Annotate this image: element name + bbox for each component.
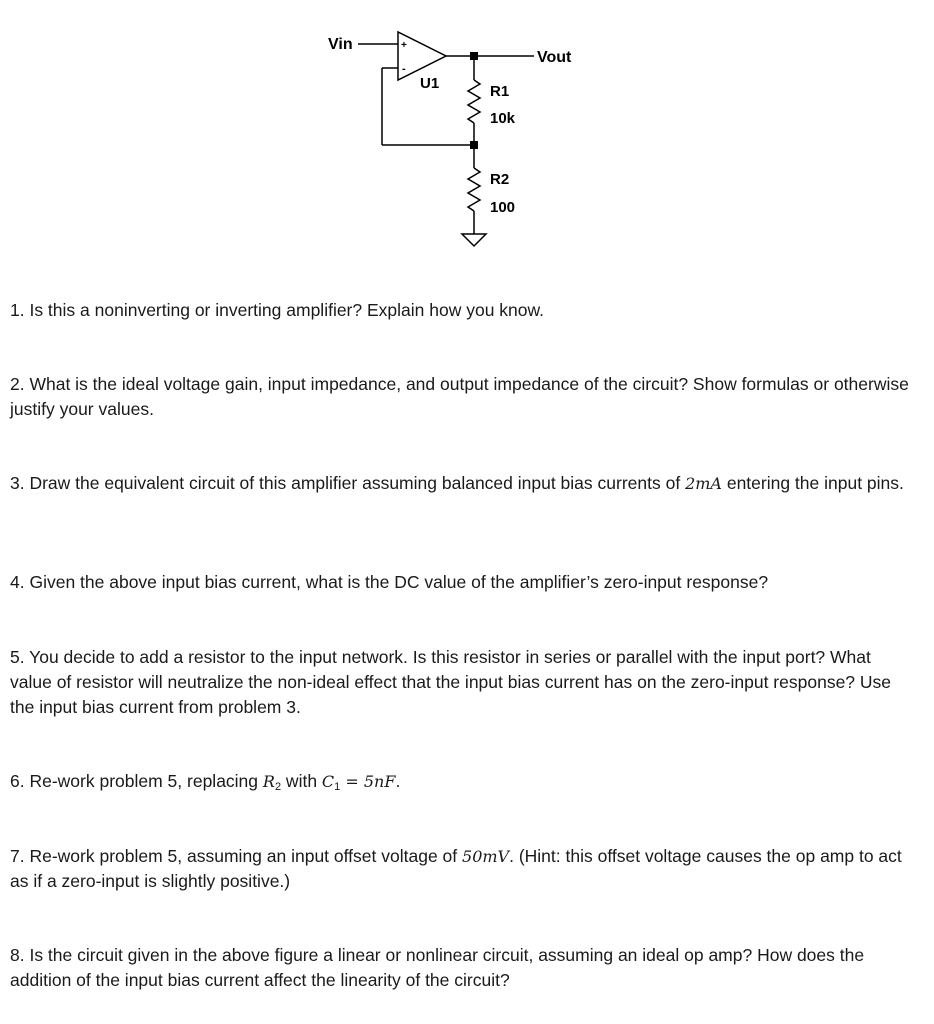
question-6: 6. Re-work problem 5, replacing $R_2$ with $C_1 = 5nF$. (10, 771, 401, 793)
question-4: 4. Given the above input bias current, what is the DC value of the amplifier’s zero-input response? (10, 572, 769, 592)
question-5: 5. You decide to add a resistor to the input network. Is this resistor in series or parallel with the input port? What value of resistor will neutralize the non-ideal effect that the input bias current has on the zero-input response? Use the input bias current from problem 3. (10, 647, 892, 717)
r1-name: R1 (490, 83, 510, 100)
question-7: 7. Re-work problem 5, assuming an input offset voltage of 50mV. (Hint: this offset voltage causes the op amp to act as if a zero-input is slightly positive.) (10, 846, 902, 891)
opamp-label: U1 (420, 75, 440, 92)
vin-label: Vin (328, 36, 353, 53)
middle-node (470, 141, 478, 149)
r2-name: R2 (490, 171, 510, 188)
question-1: 1. Is this a noninverting or inverting amplifier? Explain how you know. (10, 300, 545, 320)
minus-sign: - (402, 63, 406, 75)
circuit-diagram (0, 0, 934, 270)
question-3: 3. Draw the equivalent circuit of this amplifier assuming balanced input bias currents of 2mA entering the input pins. (10, 473, 904, 493)
vout-label: Vout (537, 49, 572, 66)
plus-sign: + (401, 40, 407, 51)
r1-value: 10k (490, 110, 516, 127)
question-2: 2. What is the ideal voltage gain, input impedance, and output impedance of the circuit? Show formulas or otherwise justify your values. (10, 374, 909, 419)
r2-value: 100 (490, 199, 516, 216)
output-node (470, 52, 478, 60)
question-8: 8. Is the circuit given in the above figure a linear or nonlinear circuit, assuming an ideal op amp? How does the addition of the input bias current affect the linearity of the circuit? (10, 945, 865, 990)
